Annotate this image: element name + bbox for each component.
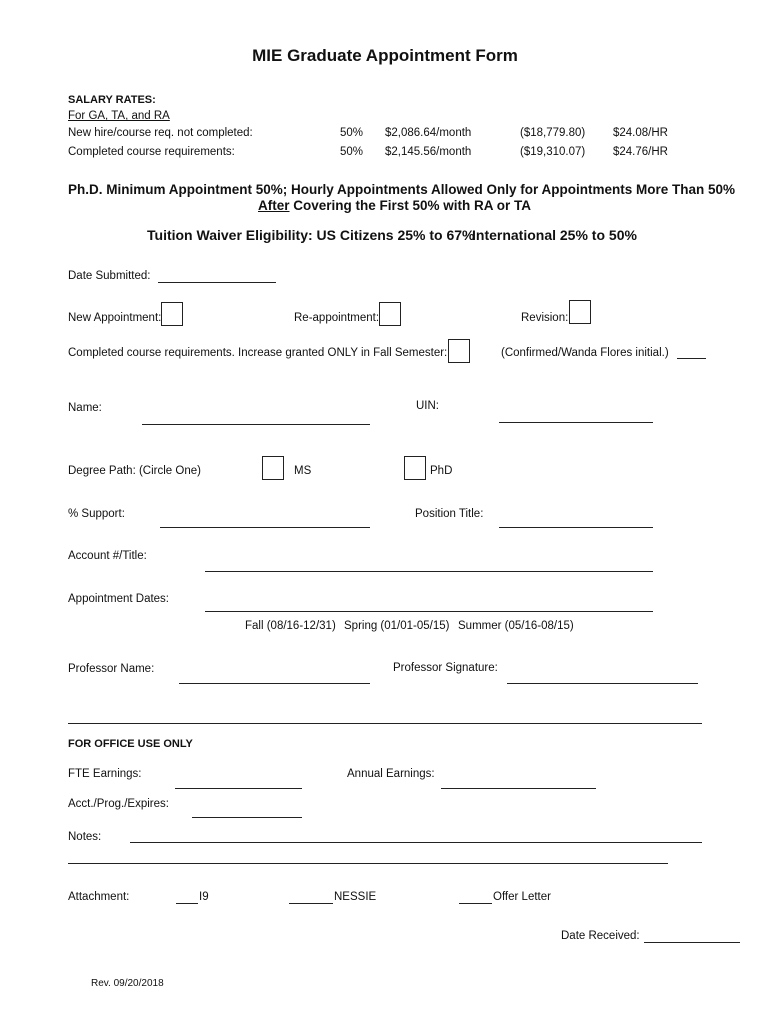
position-title-field[interactable] [499,527,653,528]
confirmed-initial-field[interactable] [677,358,706,359]
salary-row-hourly: $24.08/HR [613,127,668,139]
nessie-label: NESSIE [334,891,377,903]
revision-label: Revision: [521,312,569,324]
name-label: Name: [68,402,102,414]
completed-course-label: Completed course requirements. Increase granted ONLY in Fall Semester: [68,347,448,359]
date-received-field[interactable] [644,942,740,943]
tuition-us: Tuition Waiver Eligibility: US Citizens 25% to 67% [147,227,475,243]
fte-earnings-label: FTE Earnings: [68,768,142,780]
account-field[interactable] [205,571,653,572]
salary-row-annual: ($19,310.07) [520,146,586,158]
appointment-dates-label: Appointment Dates: [68,593,170,605]
offer-letter-field[interactable] [459,903,492,904]
acct-prog-expires-label: Acct./Prog./Expires: [68,798,169,810]
fte-earnings-field[interactable] [175,788,302,789]
salary-row-pct: 50% [340,127,364,139]
salary-row-label: Completed course requirements: [68,146,235,158]
section-divider [68,723,702,724]
new-appointment-label: New Appointment: [68,312,162,324]
completed-course-checkbox[interactable] [448,339,470,363]
appointment-dates-field[interactable] [205,611,653,612]
date-submitted-label: Date Submitted: [68,270,151,282]
support-label: % Support: [68,508,125,520]
date-received-label: Date Received: [561,930,640,942]
salary-subheading: For GA, TA, and RA [68,110,170,122]
salary-row-monthly: $2,086.64/month [385,127,472,139]
spring-term: Spring (01/01-05/15) [344,620,450,632]
notes-label: Notes: [68,831,102,843]
office-use-heading: FOR OFFICE USE ONLY [68,738,193,750]
salary-row-monthly: $2,145.56/month [385,146,472,158]
account-label: Account #/Title: [68,550,147,562]
policy-line-2-rest: Covering the First 50% with RA or TA [289,198,532,213]
policy-line-1: Ph.D. Minimum Appointment 50%; Hourly Appointments Allowed Only for Appointments More Than 50% [68,182,736,197]
reappointment-checkbox[interactable] [379,302,401,326]
form-title: MIE Graduate Appointment Form [252,46,518,65]
revision-date: Rev. 09/20/2018 [91,978,164,989]
support-field[interactable] [160,527,370,528]
phd-checkbox[interactable] [404,456,426,480]
attachment-label: Attachment: [68,891,130,903]
professor-signature-field[interactable] [507,683,698,684]
notes-field[interactable] [130,842,702,843]
phd-label: PhD [430,465,453,477]
salary-row-pct: 50% [340,146,364,158]
uin-label: UIN: [416,400,439,412]
degree-path-label: Degree Path: (Circle One) [68,465,201,477]
i9-field[interactable] [176,903,198,904]
professor-signature-label: Professor Signature: [393,662,498,674]
annual-earnings-label: Annual Earnings: [347,768,435,780]
policy-after-text: After [258,198,290,213]
confirmed-label: (Confirmed/Wanda Flores initial.) [501,347,669,359]
name-field[interactable] [142,424,370,425]
professor-name-field[interactable] [179,683,370,684]
salary-row-annual: ($18,779.80) [520,127,586,139]
professor-name-label: Professor Name: [68,663,155,675]
fall-term: Fall (08/16-12/31) [245,620,336,632]
date-submitted-field[interactable] [158,282,276,283]
uin-field[interactable] [499,422,653,423]
position-title-label: Position Title: [415,508,484,520]
ms-checkbox[interactable] [262,456,284,480]
policy-line-2 [258,198,531,213]
i9-label: I9 [199,891,209,903]
notes-field-line-2[interactable] [68,863,668,864]
reappointment-label: Re-appointment: [294,312,380,324]
ms-label: MS [294,465,312,477]
tuition-international: International 25% to 50% [472,227,637,243]
new-appointment-checkbox[interactable] [161,302,183,326]
revision-checkbox[interactable] [569,300,591,324]
salary-row-hourly: $24.76/HR [613,146,668,158]
salary-row-label: New hire/course req. not completed: [68,127,253,139]
offer-letter-label: Offer Letter [493,891,551,903]
salary-heading: SALARY RATES: [68,94,156,106]
nessie-field[interactable] [289,903,333,904]
summer-term: Summer (05/16-08/15) [458,620,574,632]
acct-prog-expires-field[interactable] [192,817,302,818]
annual-earnings-field[interactable] [441,788,596,789]
